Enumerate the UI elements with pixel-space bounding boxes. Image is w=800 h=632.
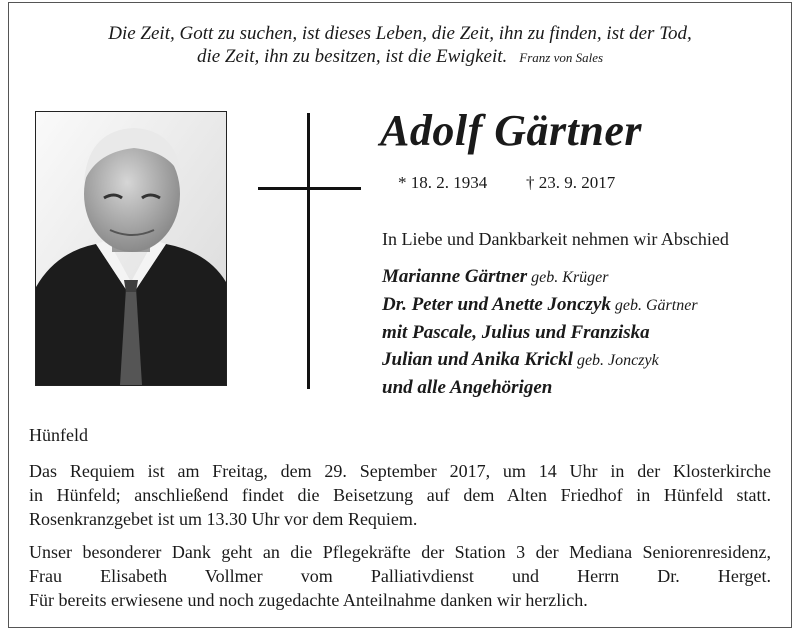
thanks-paragraph <box>29 540 771 612</box>
thanks-line: Frau Elisabeth Vollmer vom Palliativdienst und Herrn Dr. Herget. <box>29 566 771 586</box>
mourner-name: Dr. Peter und Anette Jonczyk <box>382 294 611 315</box>
mourner-item <box>382 346 698 374</box>
mourner-name: und alle Angehörigen <box>382 377 553 398</box>
mourner-item <box>382 263 698 291</box>
portrait-photo <box>35 111 227 386</box>
thanks-line: Unser besonderer Dank geht an die Pflegekräfte der Station 3 der Mediana Seniorenresidenz, <box>29 542 771 562</box>
requiem-line: Das Requiem ist am Freitag, dem 29. September 2017, um 14 Uhr in der Klosterkirche <box>29 461 771 481</box>
deceased-name: Adolf Gärtner <box>380 106 642 155</box>
thanks-line: Für bereits erwiesene und noch zugedachte Anteilnahme danken wir herzlich. <box>29 590 588 610</box>
requiem-paragraph <box>29 459 771 531</box>
quote-author: Franz von Sales <box>519 50 604 65</box>
quote-line-1: Die Zeit, Gott zu suchen, ist dieses Leben, die Zeit, ihn zu finden, ist der Tod, <box>108 23 692 44</box>
cross-horizontal-bar <box>258 187 361 190</box>
cross-vertical-bar <box>307 113 310 389</box>
birth-date: * 18. 2. 1934 <box>398 173 488 192</box>
mourner-item <box>382 291 698 319</box>
mourner-item <box>382 319 698 346</box>
requiem-line: in Hünfeld; anschließend findet die Beisetzung auf dem Alten Friedhof in Hünfeld statt. <box>29 485 771 505</box>
mourner-nee: geb. Jonczyk <box>576 352 659 369</box>
mourner-name: mit Pascale, Julius und Franziska <box>382 322 650 343</box>
quote-line-2-text: die Zeit, ihn zu besitzen, ist die Ewigkeit. <box>196 46 508 67</box>
requiem-line: Rosenkranzgebet ist um 13.30 Uhr vor dem Requiem. <box>29 509 418 529</box>
quote-line-2 <box>0 45 800 69</box>
death-date: † 23. 9. 2017 <box>526 173 616 192</box>
opening-quote <box>0 22 800 69</box>
mourner-name: Julian und Anika Krickl <box>382 349 573 370</box>
mourner-nee: geb. Krüger <box>531 269 609 286</box>
mourners-list <box>382 263 698 401</box>
portrait-illustration <box>36 112 226 385</box>
farewell-text: In Liebe und Dankbarkeit nehmen wir Abschied <box>382 229 729 249</box>
mourner-item <box>382 374 698 401</box>
mourner-nee: geb. Gärtner <box>614 297 698 314</box>
place-name: Hünfeld <box>29 425 88 445</box>
mourner-name: Marianne Gärtner <box>382 266 528 287</box>
